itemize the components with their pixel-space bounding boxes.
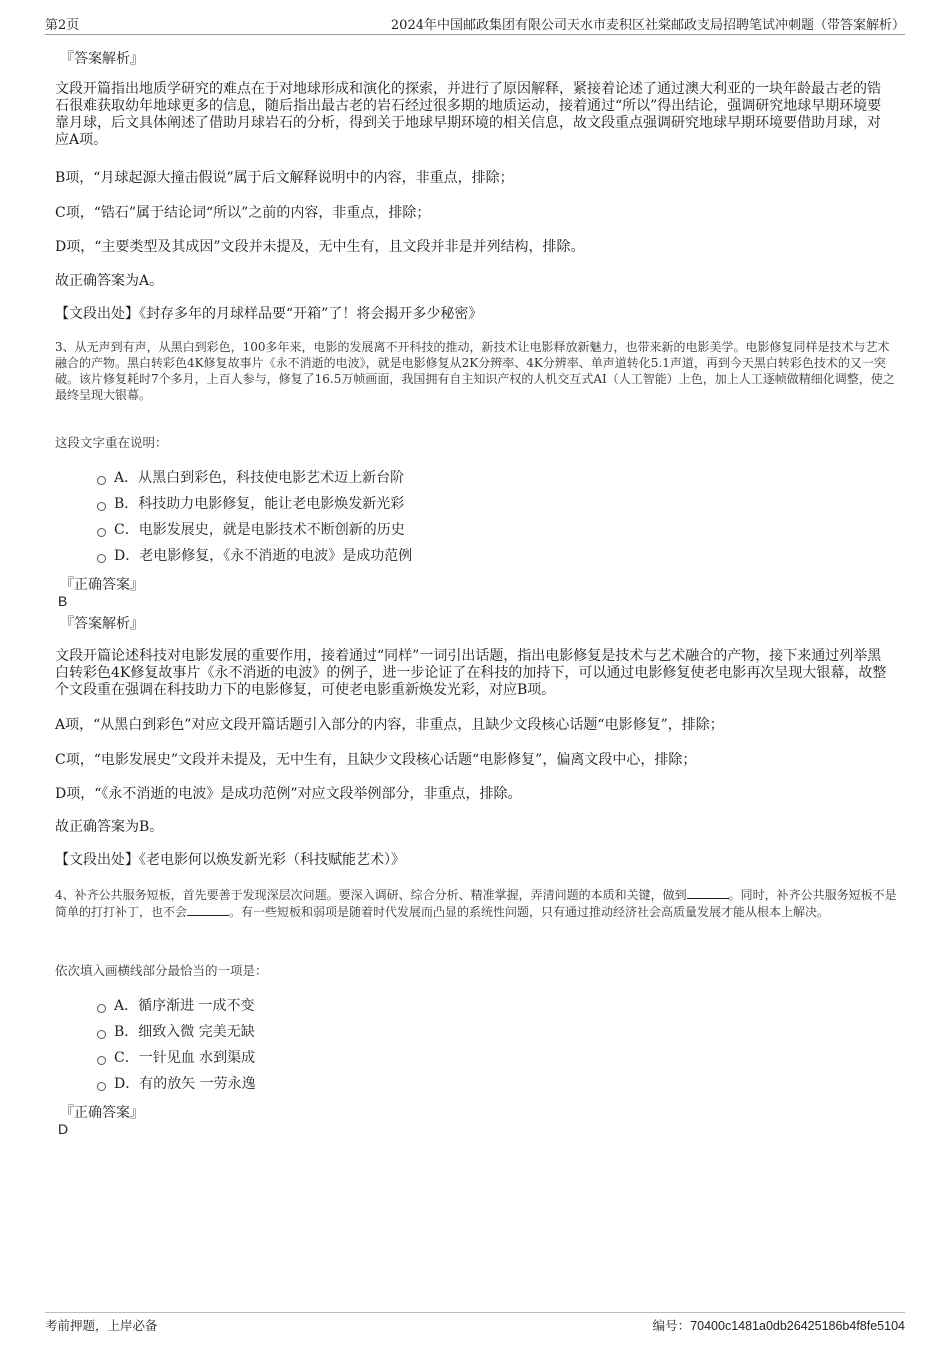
document-code (653, 1316, 905, 1334)
radio-icon[interactable] (97, 1030, 106, 1039)
q3-answer: B (58, 593, 68, 609)
q3-option-a[interactable] (97, 467, 404, 487)
q3-analysis-paragraph: 文段开篇论述科技对电影发展的重要作用，接着通过“同样”一词引出话题，指出电影修复是技术与艺术融合的产物，接下来通过列举黑白转彩色4K修复故事片《永不消逝的电波》的例子，进一步论证了在科技的加持下，可以通过电影修复使老电影再次呈现大银幕，故整个文段重在强调在科技助力下的电影修复，可使老电影重新焕发光彩，对应B项。 (55, 648, 887, 698)
option-label: B．细致入微 完美无缺 (114, 1024, 255, 1040)
q4-question: 依次填入画横线部分最恰当的一项是： (55, 963, 268, 978)
footer-slogan: 考前押题，上岸必备 (45, 1318, 158, 1333)
q3-conclusion: 故正确答案为B。 (55, 819, 164, 835)
q3-analysis-label: 『答案解析』 (60, 616, 144, 632)
q4-stem-part1: 4、补齐公共服务短板，首先要善于发现深层次问题。要深入调研、综合分析、精准掌握，弄清问题的本质和关键，做到 (55, 888, 687, 902)
q3-source: 【文段出处】《老电影何以焕发新光彩（科技赋能艺术）》 (55, 852, 405, 868)
q4-stem-part2: 。同时，补齐公共服务短板不是简单的打打补丁，也不会 (55, 888, 897, 919)
option-label: D．老电影修复，《永不消逝的电波》是成功范例 (114, 548, 413, 564)
q2-analysis-option-d: D项，“主要类型及其成因”文段并未提及，无中生有，且文段并非是并列结构，排除。 (55, 239, 585, 255)
option-label: C．电影发展史，就是电影技术不断创新的历史 (114, 522, 405, 538)
q4-option-a[interactable] (97, 995, 255, 1015)
radio-icon[interactable] (97, 502, 106, 511)
q4-stem (55, 886, 897, 920)
q4-option-c[interactable] (97, 1047, 255, 1067)
option-label: D．有的放矢 一劳永逸 (114, 1076, 256, 1092)
radio-icon[interactable] (97, 528, 106, 537)
q2-conclusion: 故正确答案为A。 (55, 273, 164, 289)
q4-option-d[interactable] (97, 1073, 256, 1093)
q3-stem: 3、从无声到有声，从黑白到彩色，100多年来，电影的发展离不开科技的推动，新技术让电影释放新魅力，也带来新的电影美学。电影修复同样是技术与艺术融合的产物。黑白转彩色4K修复故事片《永不消逝的电波》，就是电影修复从2K分辨率、4K分辨率、单声道转化5.1声道，再到今天黑白转彩色技术的又一突破。该片修复耗时7个多月，上百人参与，修复了16.5万帧画面，我国拥有自主知识产权的人机交互式AI（人工智能）上色，加上人工逐帧做精细化调整，使之最终呈现大银幕。 (55, 340, 895, 402)
q2-analysis-option-c: C项，“锆石”属于结论词“所以”之前的内容，非重点，排除； (55, 205, 431, 221)
page-number: 第2页 (45, 18, 80, 33)
page-header (45, 14, 905, 35)
option-label: A．循序渐进 一成不变 (114, 998, 255, 1014)
q3-analysis-option-c: C项，“电影发展史”文段并未提及，无中生有，且缺少文段核心话题“电影修复”，偏离文段中心，排除； (55, 752, 697, 768)
code-value: 70400c1481a0db26425186b4f8fe5104 (690, 1319, 905, 1333)
q3-answer-label: 『正确答案』 (60, 577, 144, 593)
q2-analysis-paragraph: 文段开篇指出地质学研究的难点在于对地球形成和演化的探索，并进行了原因解释，紧接着论述了通过澳大利亚的一块年龄最古老的锆石很难获取幼年地球更多的信息，随后指出最古老的岩石经过很多期的地质运动，接着通过“所以”得出结论，强调研究地球早期环境要靠月球，后文具体阐述了借助月球岩石的分析，得到关于地球早期环境的相关信息，故文段重点强调研究地球早期环境要借助月球，对应A项。 (55, 81, 882, 148)
q3-analysis-option-a: A项，“从黑白到彩色”对应文段开篇话题引入部分的内容，非重点，且缺少文段核心话题“电影修复”，排除； (55, 717, 724, 733)
q3-question: 这段文字重在说明： (55, 435, 168, 450)
q3-option-c[interactable] (97, 519, 405, 539)
q2-analysis-label: 『答案解析』 (60, 51, 144, 67)
code-label: 编号： (652, 1318, 691, 1333)
q2-source: 【文段出处】《封存多年的月球样品要“开箱”了！将会揭开多少秘密》 (55, 306, 483, 322)
document-title: 2024年中国邮政集团有限公司天水市麦积区社棠邮政支局招聘笔试冲刺题（带答案解析） (390, 18, 905, 33)
radio-icon[interactable] (97, 476, 106, 485)
radio-icon[interactable] (97, 1004, 106, 1013)
q4-answer-label: 『正确答案』 (60, 1105, 144, 1121)
radio-icon[interactable] (97, 1082, 106, 1091)
q4-stem-part3: 。有一些短板和弱项是随着时代发展而凸显的系统性问题，只有通过推动经济社会高质量发展才能从根本上解决。 (229, 905, 830, 919)
q4-option-b[interactable] (97, 1021, 255, 1041)
q3-option-d[interactable] (97, 545, 412, 565)
radio-icon[interactable] (97, 1056, 106, 1065)
option-label: A．从黑白到彩色，科技使电影艺术迈上新台阶 (114, 470, 405, 486)
page-footer (45, 1312, 905, 1336)
option-label: B．科技助力电影修复，能让老电影焕发新光彩 (114, 496, 405, 512)
q4-answer: D (58, 1121, 69, 1137)
radio-icon[interactable] (97, 554, 106, 563)
fill-blank-2 (187, 903, 229, 916)
q3-option-b[interactable] (97, 493, 404, 513)
option-label: C．一针见血 水到渠成 (114, 1050, 256, 1066)
q2-analysis-option-b: B项，“月球起源大撞击假说”属于后文解释说明中的内容，非重点，排除； (55, 170, 514, 186)
fill-blank-1 (687, 886, 729, 899)
q3-analysis-option-d: D项，“《永不消逝的电波》是成功范例”对应文段举例部分，非重点，排除。 (55, 786, 522, 802)
